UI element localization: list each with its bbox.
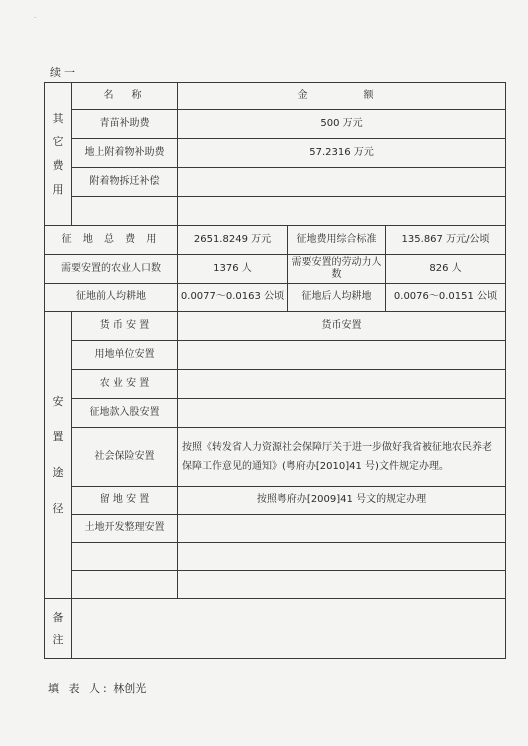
resettlement-detail bbox=[178, 341, 506, 370]
resettlement-method: 土地开发整理安置 bbox=[72, 515, 178, 543]
summary-label: 征地费用综合标准 bbox=[288, 226, 386, 255]
summary-value: 135.867 万元/公顷 bbox=[386, 226, 506, 255]
resettlement-row bbox=[45, 312, 506, 341]
resettlement-row bbox=[45, 399, 506, 428]
resettlement-method: 用地单位安置 bbox=[72, 341, 178, 370]
resettlement-row bbox=[45, 487, 506, 515]
cost-item-name: 青苗补助费 bbox=[72, 110, 178, 139]
summary-value: 826 人 bbox=[386, 255, 506, 284]
resettlement-method: 留 地 安 置 bbox=[72, 487, 178, 515]
resettlement-detail bbox=[178, 370, 506, 399]
resettlement-method bbox=[72, 571, 178, 599]
resettlement-detail: 按照《转发省人力资源社会保障厅关于进一步做好我省被征地农民养老保障工作意见的通知》(粤府办[2010]41 号)文件规定办理。 bbox=[178, 428, 506, 487]
summary-label: 需要安置的劳动力人数 bbox=[288, 255, 386, 284]
resettlement-detail bbox=[178, 399, 506, 428]
resettlement-method: 社会保险安置 bbox=[72, 428, 178, 487]
resettlement-method bbox=[72, 543, 178, 571]
summary-row bbox=[45, 226, 506, 255]
cost-item-name bbox=[72, 197, 178, 226]
header-row bbox=[45, 83, 506, 110]
resettlement-row bbox=[45, 428, 506, 487]
summary-value: 2651.8249 万元 bbox=[178, 226, 288, 255]
resettlement-detail: 按照粤府办[2009]41 号文的规定办理 bbox=[178, 487, 506, 515]
land-acquisition-cost-table bbox=[44, 82, 506, 659]
table-row bbox=[45, 139, 506, 168]
remarks-row bbox=[45, 599, 506, 659]
summary-label: 需要安置的农业人口数 bbox=[45, 255, 178, 284]
form-filler bbox=[48, 680, 146, 696]
resettlement-row bbox=[45, 370, 506, 399]
resettlement-method: 农 业 安 置 bbox=[72, 370, 178, 399]
cost-item-amount bbox=[178, 168, 506, 197]
scan-speck: · bbox=[34, 14, 37, 22]
resettlement-detail bbox=[178, 571, 506, 599]
summary-value: 1376 人 bbox=[178, 255, 288, 284]
table-row bbox=[45, 110, 506, 139]
resettlement-row bbox=[45, 515, 506, 543]
cost-item-name: 附着物拆迁补偿 bbox=[72, 168, 178, 197]
resettlement-group-label: 安 置 途 径 bbox=[45, 312, 72, 599]
resettlement-row bbox=[45, 341, 506, 370]
summary-row bbox=[45, 284, 506, 312]
summary-value: 0.0077～0.0163 公顷 bbox=[178, 284, 288, 312]
table-row bbox=[45, 197, 506, 226]
summary-value: 0.0076～0.0151 公顷 bbox=[386, 284, 506, 312]
cost-item-amount: 57.2316 万元 bbox=[178, 139, 506, 168]
resettlement-row bbox=[45, 543, 506, 571]
cost-item-amount bbox=[178, 197, 506, 226]
cost-item-amount: 500 万元 bbox=[178, 110, 506, 139]
other-costs-group-label: 其 它 费 用 bbox=[45, 83, 72, 226]
continued-label: 续一 bbox=[50, 66, 78, 79]
name-column-header: 名 称 bbox=[72, 83, 178, 110]
resettlement-method: 征地款入股安置 bbox=[72, 399, 178, 428]
resettlement-method: 货 币 安 置 bbox=[72, 312, 178, 341]
amount-column-header: 金 额 bbox=[178, 83, 506, 110]
filler-name: 林创光 bbox=[113, 682, 147, 695]
table-row bbox=[45, 168, 506, 197]
summary-row bbox=[45, 255, 506, 284]
remarks-label: 备 注 bbox=[45, 599, 72, 659]
filler-label: 填 表 人: bbox=[48, 682, 110, 695]
summary-label: 征地前人均耕地 bbox=[45, 284, 178, 312]
summary-label: 征 地 总 费 用 bbox=[45, 226, 178, 255]
resettlement-row bbox=[45, 571, 506, 599]
resettlement-detail: 货币安置 bbox=[178, 312, 506, 341]
cost-item-name: 地上附着物补助费 bbox=[72, 139, 178, 168]
summary-label: 征地后人均耕地 bbox=[288, 284, 386, 312]
resettlement-detail bbox=[178, 543, 506, 571]
resettlement-detail bbox=[178, 515, 506, 543]
remarks-value bbox=[72, 599, 506, 659]
